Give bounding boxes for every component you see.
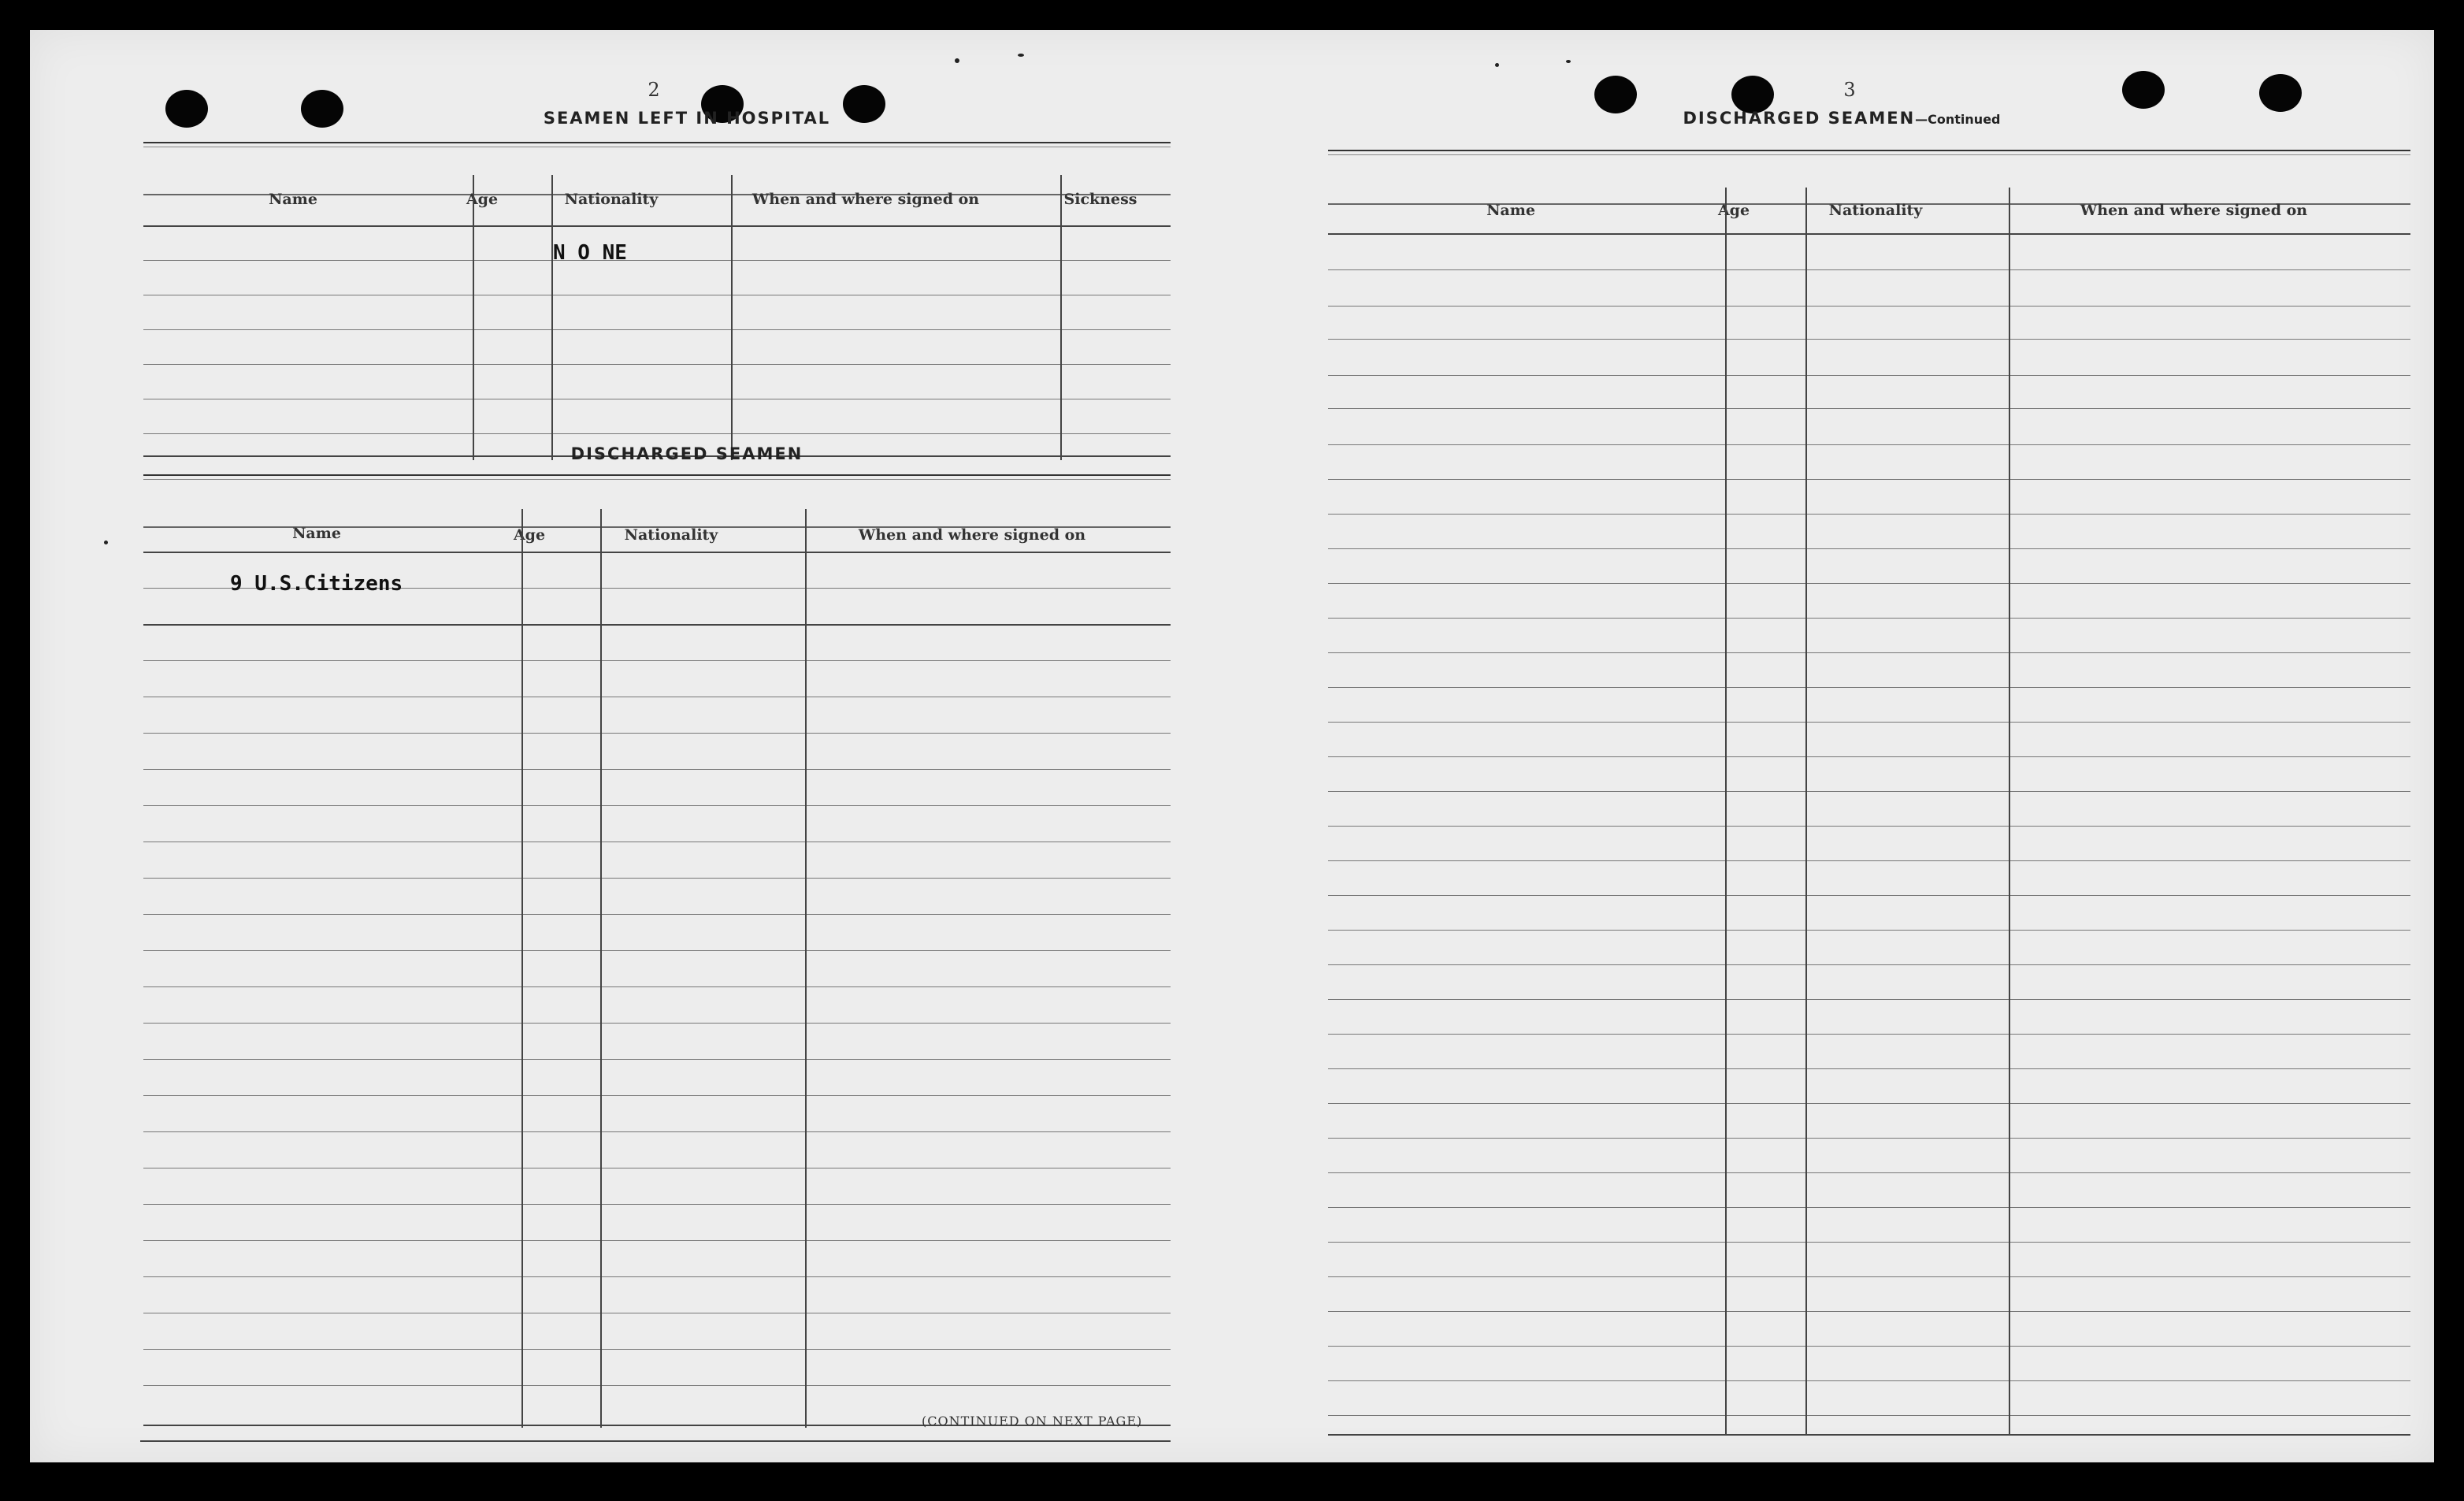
hospital-col-age: Age [466, 191, 499, 208]
row-line [1328, 479, 2410, 480]
row-line [1328, 1172, 2410, 1173]
row-line [1328, 1103, 2410, 1104]
discharged-section-title: DISCHARGED SEAMEN [570, 444, 803, 463]
row-line [1328, 548, 2410, 549]
row-line [143, 660, 1171, 661]
page-number-left: 2 [648, 79, 660, 101]
row-line [143, 1023, 1171, 1024]
punch-hole [1731, 76, 1774, 113]
row-line [1328, 306, 2410, 307]
row-line [1328, 999, 2410, 1000]
continued-col-age: Age [1717, 202, 1750, 219]
punch-hole [165, 90, 208, 128]
discharged-entry: 9 U.S.Citizens [230, 572, 403, 596]
row-line [1328, 1034, 2410, 1035]
row-line [143, 878, 1171, 879]
row-line [1328, 895, 2410, 896]
row-line [1328, 444, 2410, 445]
discharged-continued-title [1637, 109, 2047, 128]
row-line [143, 1385, 1171, 1386]
hospital-entry: N O NE [553, 241, 627, 265]
col-divider [1060, 175, 1062, 460]
discharged-continued-title-text: DISCHARGED SEAMEN [1683, 109, 1916, 128]
discharged-continued-header [1328, 150, 2410, 205]
col-divider [1725, 188, 1727, 1434]
discharged-table-left [143, 474, 1171, 1436]
discharged-col-signed-on: When and where signed on [858, 526, 1086, 544]
row-line [143, 1059, 1171, 1060]
col-divider [521, 509, 523, 1428]
row-line [1328, 930, 2410, 931]
row-line [143, 805, 1171, 806]
speck [955, 58, 959, 63]
row-line [143, 433, 1171, 434]
row-line [143, 1204, 1171, 1205]
hospital-col-signed-on: When and where signed on [751, 191, 980, 208]
row-line [1328, 860, 2410, 861]
continued-col-nationality: Nationality [1828, 202, 1923, 219]
left-bottom-rule [140, 1440, 1171, 1442]
continued-col-name: Name [1486, 202, 1535, 219]
punch-hole [301, 90, 343, 128]
row-line [1328, 1415, 2410, 1416]
col-divider [2009, 188, 2010, 1434]
col-divider [805, 509, 807, 1428]
row-line [1328, 1068, 2410, 1069]
row-line [143, 225, 1171, 227]
row-line [143, 260, 1171, 261]
row-line [143, 769, 1171, 770]
row-line [1328, 514, 2410, 515]
row-line [143, 364, 1171, 365]
row-line [1328, 1207, 2410, 1208]
hospital-col-nationality: Nationality [564, 191, 659, 208]
speck [1566, 60, 1571, 63]
row-line [1328, 964, 2410, 965]
row-line [143, 1131, 1171, 1132]
row-line [143, 329, 1171, 330]
row-line [1328, 652, 2410, 653]
punch-hole [2259, 74, 2302, 112]
row-line [143, 552, 1171, 553]
row-line [1328, 1138, 2410, 1139]
row-line [143, 1276, 1171, 1277]
discharged-col-nationality: Nationality [624, 526, 718, 544]
col-divider [731, 175, 733, 460]
row-line [1328, 618, 2410, 619]
continued-footer: (CONTINUED ON NEXT PAGE) [922, 1414, 1143, 1429]
row-line [1328, 826, 2410, 827]
row-line [1328, 583, 2410, 584]
row-line [143, 914, 1171, 915]
form-sheet [30, 30, 2434, 1462]
row-line [1328, 1311, 2410, 1312]
discharged-table-header [143, 474, 1171, 528]
col-divider [1805, 188, 1807, 1434]
row-line [143, 1095, 1171, 1096]
speck [104, 541, 108, 544]
row-line [1328, 233, 2410, 235]
row-line [143, 1349, 1171, 1350]
col-divider [600, 509, 602, 1428]
row-line [143, 950, 1171, 951]
row-line [1328, 375, 2410, 376]
row-line [1328, 339, 2410, 340]
row-line [1328, 1276, 2410, 1277]
continued-suffix: —Continued [1915, 112, 2001, 127]
discharged-col-name: Name [292, 525, 341, 542]
hospital-table-header [143, 142, 1171, 195]
row-line [143, 1240, 1171, 1241]
punch-hole [2122, 71, 2165, 109]
col-divider [551, 175, 553, 460]
page-number-right: 3 [1843, 79, 1856, 101]
row-line [1328, 1380, 2410, 1381]
hospital-col-name: Name [269, 191, 317, 208]
row-line [1328, 408, 2410, 409]
row-line [1328, 756, 2410, 757]
punch-hole [1594, 76, 1637, 113]
discharged-col-age: Age [513, 526, 546, 544]
row-line [1328, 791, 2410, 792]
discharged-table-right [1328, 150, 2410, 1442]
row-line [143, 986, 1171, 987]
row-line [1328, 269, 2410, 270]
row-line [1328, 722, 2410, 723]
right-bottom-rule [1328, 1434, 2410, 1436]
row-line [143, 733, 1171, 734]
row-line [1328, 1346, 2410, 1347]
row-line [1328, 1242, 2410, 1243]
col-divider [473, 175, 474, 460]
hospital-section-title: SEAMEN LEFT IN HOSPITAL [543, 109, 831, 128]
row-line [1328, 687, 2410, 688]
speck [1018, 54, 1024, 57]
row-line [143, 624, 1171, 626]
hospital-col-sickness: Sickness [1063, 191, 1137, 208]
continued-col-signed-on: When and where signed on [2080, 202, 2308, 219]
speck [1495, 63, 1499, 67]
hospital-table [143, 142, 1171, 460]
